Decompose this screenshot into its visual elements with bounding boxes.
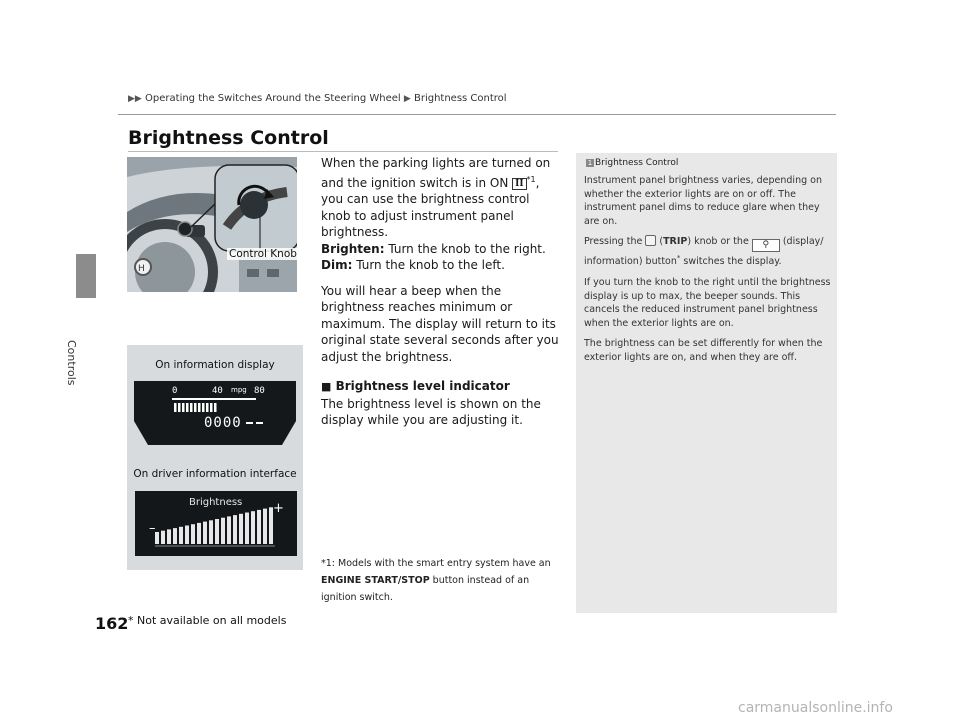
chapter-tab-marker xyxy=(76,254,96,298)
driver-interface-caption: On driver information interface xyxy=(133,468,297,480)
gauge-label-mid: 40 xyxy=(212,386,223,396)
reference-number-icon: 1 xyxy=(587,159,593,167)
page-number: 162 xyxy=(95,614,129,633)
breadcrumb-item-operating-switches[interactable]: Operating the Switches Around the Steering Wheel xyxy=(145,93,401,104)
intro-text-cont: , you can use the brightness control knob to adjust instrument panel brightness. xyxy=(321,175,540,239)
trip-label: TRIP xyxy=(663,236,688,248)
section-subheading xyxy=(321,378,561,396)
engine-start-stop-label: ENGINE START/STOP xyxy=(321,575,430,586)
brightness-level-bar xyxy=(173,528,177,544)
ignition-footnote xyxy=(321,555,561,606)
sidebar-paragraph: The brightness can be set differently for when the exterior lights are on, and when they are off. xyxy=(584,338,823,363)
breadcrumb xyxy=(128,93,507,104)
driver-interface-screen xyxy=(135,491,297,560)
plus-icon: + xyxy=(273,501,284,516)
sidebar-text: ( xyxy=(656,236,664,248)
dim-label: Dim: xyxy=(321,258,353,272)
sidebar-paragraph: Instrument panel brightness varies, depending on whether the exterior lights are on or off. The instrument panel dims to reduce glare when they are on. xyxy=(584,175,822,227)
gauge-label-min: 0 xyxy=(172,386,178,396)
intro-paragraph xyxy=(321,155,561,241)
sidebar-title-text: Brightness Control xyxy=(595,158,679,168)
watermark: carmanualsonline.info xyxy=(738,700,893,716)
brightness-level-bar xyxy=(245,513,249,545)
chapter-label: Controls xyxy=(65,340,78,386)
notes-sidebar xyxy=(576,153,837,613)
title-underline xyxy=(128,151,558,152)
sidebar-text: Pressing the xyxy=(584,236,646,248)
brighten-label: Brighten: xyxy=(321,241,385,256)
info-display-caption: On information display xyxy=(155,359,275,371)
not-all-models-mark: * xyxy=(676,254,681,263)
sidebar-text: ) knob or the xyxy=(687,236,752,248)
sidebar-paragraph xyxy=(584,235,832,269)
brightness-screen-title: Brightness xyxy=(189,497,243,508)
main-content xyxy=(321,155,561,429)
brightness-level-bar xyxy=(215,519,219,544)
footnote-text: Models with the smart entry system have an xyxy=(335,558,551,569)
brightness-level-bar xyxy=(227,516,231,544)
intro-text: When the parking lights are turned on and the ignition switch is in ON xyxy=(321,156,551,190)
beep-paragraph: You will hear a beep when the brightness reaches minimum or maximum. The display will return to its original state several seconds after you adjust the brightness. xyxy=(321,283,559,364)
not-all-models-note: * Not available on all models xyxy=(128,614,287,627)
brightness-level-bar xyxy=(251,511,255,544)
brightness-level-bars xyxy=(174,403,217,412)
brightness-level-bar xyxy=(203,522,207,544)
header-divider xyxy=(118,114,836,115)
brightness-level-bar xyxy=(161,531,165,544)
minus-icon: – xyxy=(149,521,156,536)
gauge-label-max: 80 xyxy=(254,386,265,396)
breadcrumb-arrow-icon: ▶ xyxy=(403,94,411,104)
footnote-marker: *1: xyxy=(321,558,335,569)
brightness-level-bar xyxy=(239,514,243,544)
control-knob-illustration xyxy=(127,157,297,292)
brighten-text: Turn the knob to the right. xyxy=(384,241,546,256)
information-display-screen xyxy=(134,381,296,449)
brightness-level-bar xyxy=(167,529,171,544)
brightness-level-bar xyxy=(233,515,237,544)
sidebar-text: switches the display. xyxy=(680,256,782,268)
display-info-button-icon: ⚲ xyxy=(752,239,780,252)
control-knob-label: Control Knob xyxy=(229,248,297,260)
sidebar-title xyxy=(586,158,678,168)
sidebar-text: (display/ information) button xyxy=(584,236,824,268)
brightness-display-figure xyxy=(127,345,303,570)
brightness-level-bar xyxy=(155,532,159,544)
mpg-label: mpg xyxy=(231,386,247,394)
brightness-level-bar xyxy=(197,523,201,544)
brightness-level-bar xyxy=(191,524,195,544)
subheading-text: Brightness level indicator xyxy=(335,379,510,393)
dim-instruction xyxy=(321,257,561,274)
level-paragraph: The brightness level is shown on the display while you are adjusting it. xyxy=(321,396,541,427)
brightness-level-bar xyxy=(185,526,189,545)
brightness-level-bar xyxy=(179,527,183,544)
sidebar-paragraph: If you turn the knob to the right until the brightness display is up to max, the beeper sounds. This cancels the reduced instrument panel brightness when the exterior lights are on. xyxy=(584,276,831,329)
breadcrumb-item-brightness-control[interactable]: Brightness Control xyxy=(413,93,507,104)
breadcrumb-arrow-icon: ▶▶ xyxy=(128,94,142,104)
square-bullet-icon: ■ xyxy=(321,380,332,393)
brighten-instruction xyxy=(321,241,561,258)
brightness-level-bar xyxy=(209,520,213,544)
odometer-digits: 0000 xyxy=(204,415,242,431)
svg-text:H: H xyxy=(138,264,145,274)
selector-knob-icon xyxy=(645,235,656,246)
dim-text: Turn the knob to the left. xyxy=(352,258,505,272)
footnote-text-cont: button instead of an ignition switch. xyxy=(321,575,530,603)
ignition-on-symbol: II xyxy=(512,178,526,190)
page-title: Brightness Control xyxy=(128,127,329,149)
brightness-level-bar xyxy=(263,509,267,544)
sidebar-body xyxy=(584,174,832,372)
footnote-ref: *1 xyxy=(526,174,536,184)
brightness-level-bar xyxy=(269,507,273,544)
brightness-level-bar xyxy=(221,518,225,544)
brightness-level-bar xyxy=(257,510,261,544)
